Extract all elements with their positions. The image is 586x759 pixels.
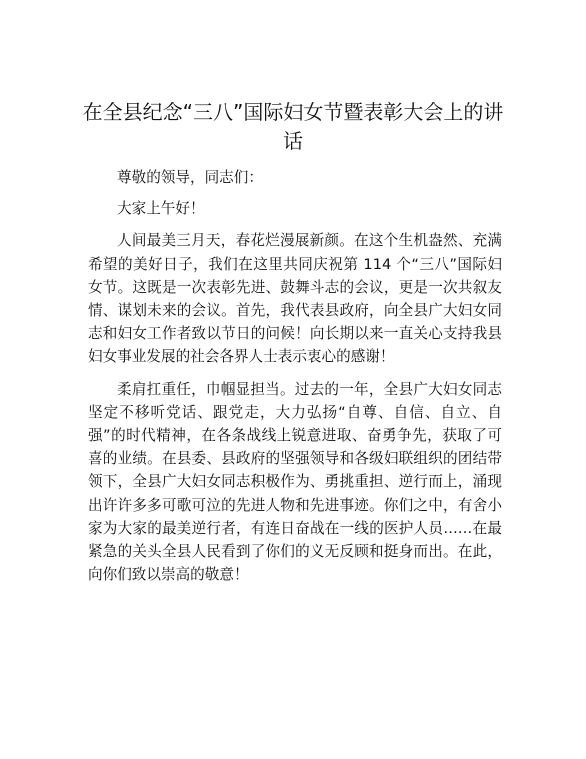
paragraph-1: 人间最美三月天，春花烂漫展新颜。在这个生机盎然、充满希望的美好日子，我们在这里共同庆祝第 114 个“三八”国际妇女节。这既是一次表彰先进、鼓舞斗志的会议，更是一次共叙友情、谋划未来的会议。首先，我代表县政府，向全县广大妇女同志和妇女工作者致以节日的问候！向长期以来一直关心支持我县妇女事业发展的社会各界人士表示衷心的感谢！ [88, 232, 502, 366]
document-title: 在全县纪念“三八”国际妇女节暨表彰大会上的讲话 [82, 100, 504, 153]
salutation: 尊敬的领导，同志们： [117, 169, 263, 186]
document-body [88, 166, 502, 586]
paragraph-2: 柔肩扛重任，巾帼显担当。过去的一年，全县广大妇女同志坚定不移听党话、跟党走，大力弘扬“自尊、自信、自立、自强”的时代精神，在各条战线上锐意进取、奋勇争先，获取了可喜的业绩。在县委、县政府的坚强领导和各级妇联组织的团结带领下，全县广大妇女同志积极作为、勇挑重担、逆行而上，涌现出许许多多可歌可泣的先进人物和先进事迹。你们之中，有舍小家为大家的最美逆行者，有连日奋战在一线的医护人员……在最紧急的关头全县人民看到了你们的义无反顾和挺身而出。在此，向你们致以崇高的敬意！ [88, 380, 502, 584]
greeting: 大家上午好！ [117, 200, 205, 218]
